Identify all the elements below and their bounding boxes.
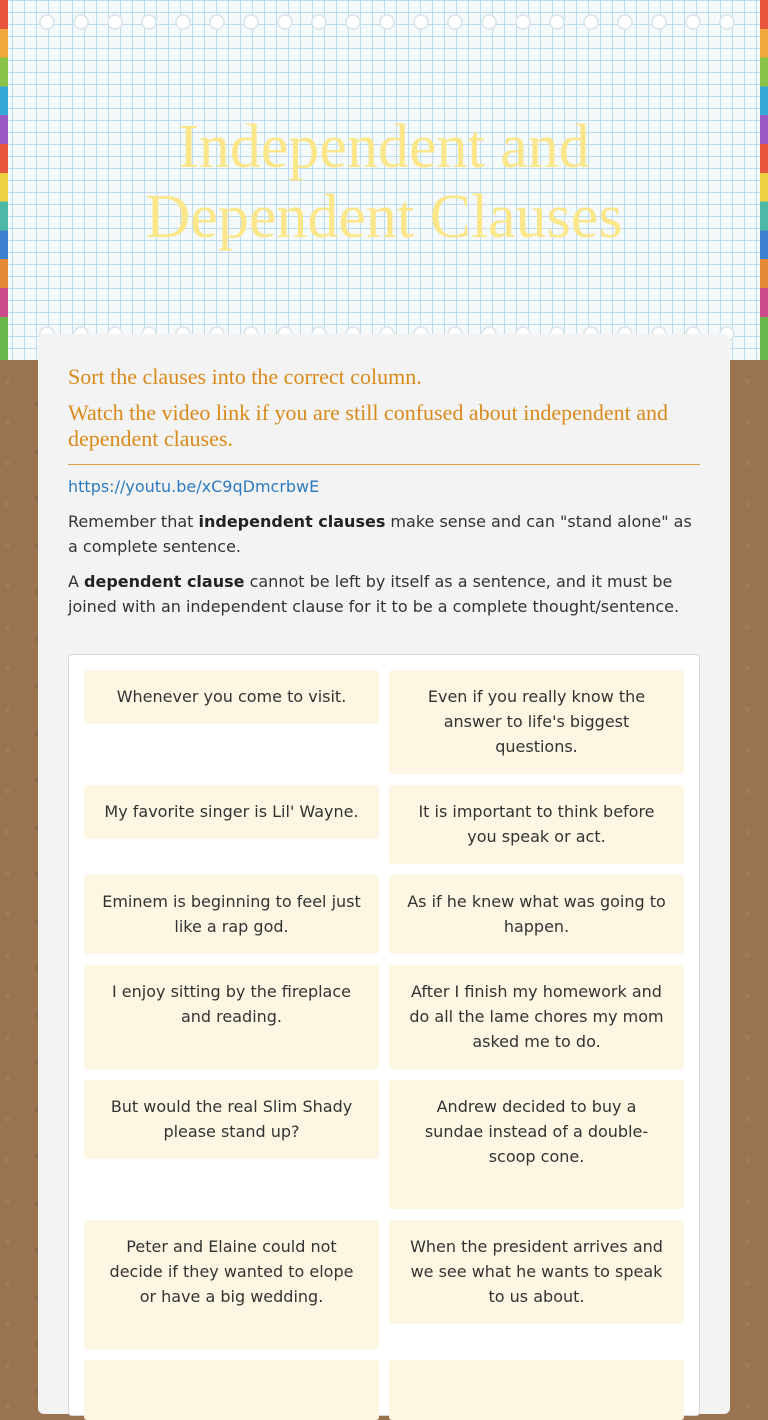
notebook-holes-top <box>30 14 738 30</box>
clause-card[interactable]: Whenever you come to visit. <box>84 670 379 724</box>
worksheet-card <box>38 334 730 1414</box>
clause-card[interactable]: Even if you really know the answer to life's biggest questions. <box>389 670 684 774</box>
instructions-block <box>68 364 700 629</box>
para2-bold: dependent clause <box>84 572 245 591</box>
divider <box>68 464 700 465</box>
video-link[interactable]: https://youtu.be/xC9qDmcrbwE <box>68 477 320 496</box>
para1-post: make sense and can "stand alone" as a complete sentence. <box>68 512 692 556</box>
clause-card[interactable]: Eminem is beginning to feel just like a rap god. <box>84 875 379 954</box>
clause-card[interactable]: It is important to think before you speak or act. <box>389 785 684 864</box>
para1-pre: Remember that <box>68 512 199 531</box>
para1-bold: independent clauses <box>198 512 386 531</box>
clause-card[interactable]: When the president arrives and we see what he wants to speak to us about. <box>389 1220 684 1324</box>
clause-card[interactable]: As if he knew what was going to happen. <box>389 875 684 954</box>
worksheet-header <box>0 0 768 360</box>
clause-card-partial[interactable] <box>84 1360 379 1420</box>
clause-card[interactable]: But would the real Slim Shady please stand up? <box>84 1080 379 1159</box>
page-title: Independent and Dependent Clauses <box>145 113 623 251</box>
paragraph-dependent <box>68 569 700 619</box>
clause-sort-area <box>68 654 700 1416</box>
clause-card[interactable]: I enjoy sitting by the fireplace and reading. <box>84 965 379 1069</box>
color-stripe-right <box>760 0 768 360</box>
clause-card-partial[interactable] <box>389 1360 684 1420</box>
clause-card[interactable]: Peter and Elaine could not decide if they wanted to elope or have a big wedding. <box>84 1220 379 1349</box>
instruction-line-2: Watch the video link if you are still confused about independent and dependent clauses. <box>68 400 669 451</box>
para2-pre: A <box>68 572 85 591</box>
clause-card[interactable]: My favorite singer is Lil' Wayne. <box>84 785 379 839</box>
para2-post: cannot be left by itself as a sentence, and it must be joined with an independent clause for it to be a complete thought/sentence. <box>68 572 680 616</box>
instruction-line-1: Sort the clauses into the correct column. <box>68 364 422 389</box>
clause-card[interactable]: After I finish my homework and do all the lame chores my mom asked me to do. <box>389 965 684 1069</box>
clause-card[interactable]: Andrew decided to buy a sundae instead of a double-scoop cone. <box>389 1080 684 1209</box>
color-stripe-left <box>0 0 8 360</box>
paragraph-independent <box>68 509 700 559</box>
